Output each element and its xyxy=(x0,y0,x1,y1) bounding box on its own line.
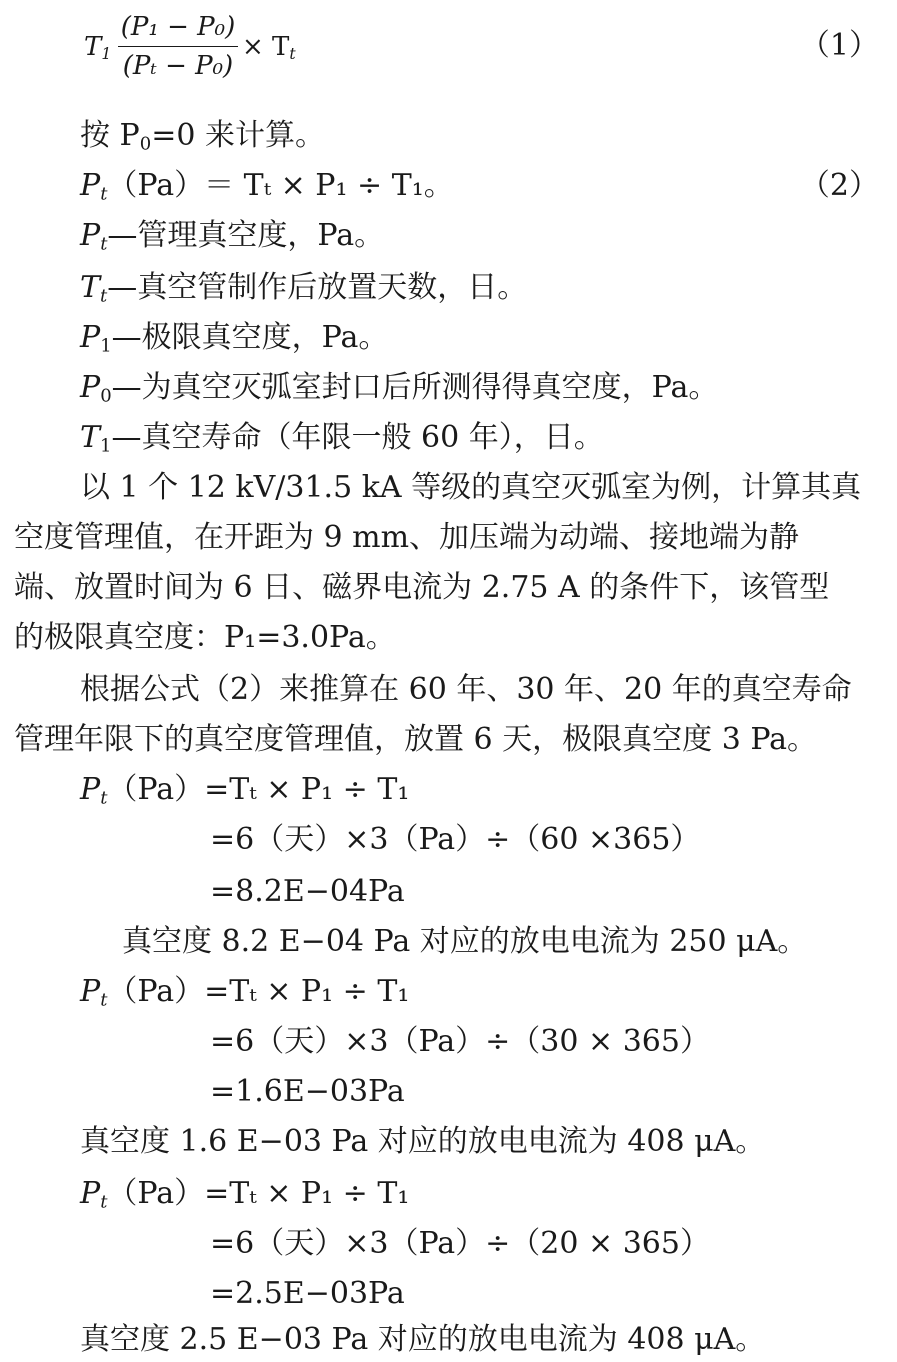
equation-number-1: （1） xyxy=(799,28,879,63)
eq1-left: $T_1$ xyxy=(84,32,112,63)
calc3-result: =2.5E−03Pa xyxy=(210,1276,405,1311)
calc3-formula: $P_t(Pa)=T_t \times P_1 \div T_1$ xyxy=(80,1176,410,1213)
calc3-remark: 真空度 2.5 E−03 Pa 对应的放电电流为 408 μA。 xyxy=(80,1322,766,1357)
calc1-substitution: =6（天）×3（Pa）÷（60 ×365） xyxy=(210,822,701,857)
equation-number-2: （2） xyxy=(799,168,879,203)
paragraph-line: 根据公式（2）来推算在 60 年、30 年、20 年的真空寿命 xyxy=(80,672,852,707)
calc1-formula: $P_t(Pa)=T_t \times P_1 \div T_1$ xyxy=(80,772,410,809)
calc2-remark: 真空度 1.6 E−03 Pa 对应的放电电流为 408 μA。 xyxy=(80,1124,766,1159)
definition-pt: $P_t—$管理真空度，Pa。 xyxy=(80,218,385,255)
calc1-remark: 真空度 8.2 E−04 Pa 对应的放电电流为 250 μA。 xyxy=(122,924,808,959)
paragraph-line: 的极限真空度：P₁=3.0Pa。 xyxy=(14,620,396,655)
fraction-bar xyxy=(118,46,238,47)
eq1-numerator: (P₁ − P₀) xyxy=(120,12,236,42)
equation-1 xyxy=(84,10,384,90)
equation-2: $P_t(Pa)= T_t \times P_1 \div T_1$。 xyxy=(80,168,454,205)
eq1-denominator: (Pₜ − P₀) xyxy=(122,51,234,81)
calc3-substitution: =6（天）×3（Pa）÷（20 × 365） xyxy=(210,1226,710,1261)
definition-t1: $T_1—$真空寿命（年限一般 60 年），日。 xyxy=(80,420,604,457)
paragraph-line: 空度管理值，在开距为 9 mm、加压端为动端、接地端为静 xyxy=(14,520,800,555)
text-line: 按 $P_0=0$ 来计算。 xyxy=(80,118,325,155)
definition-tt: $T_t—$真空管制作后放置天数，日。 xyxy=(80,270,528,307)
calc2-result: =1.6E−03Pa xyxy=(210,1074,405,1109)
paragraph-line: 以 1 个 12 kV/31.5 kA 等级的真空灭弧室为例，计算其真 xyxy=(80,470,862,505)
definition-p1: $P_1—$极限真空度，Pa。 xyxy=(80,320,389,357)
eq1-tail: × $T_t$ xyxy=(242,32,296,63)
calc2-formula: $P_t(Pa)=T_t \times P_1 \div T_1$ xyxy=(80,974,410,1011)
eq1-fraction xyxy=(118,10,238,83)
calc2-substitution: =6（天）×3（Pa）÷（30 × 365） xyxy=(210,1024,710,1059)
definition-p0: $P_0—$为真空灭弧室封口后所测得得真空度，Pa。 xyxy=(80,370,719,407)
paragraph-line: 端、放置时间为 6 日、磁界电流为 2.75 A 的条件下，该管型 xyxy=(14,570,830,605)
paragraph-line: 管理年限下的真空度管理值，放置 6 天，极限真空度 3 Pa。 xyxy=(14,722,818,757)
calc1-result: =8.2E−04Pa xyxy=(210,874,405,909)
